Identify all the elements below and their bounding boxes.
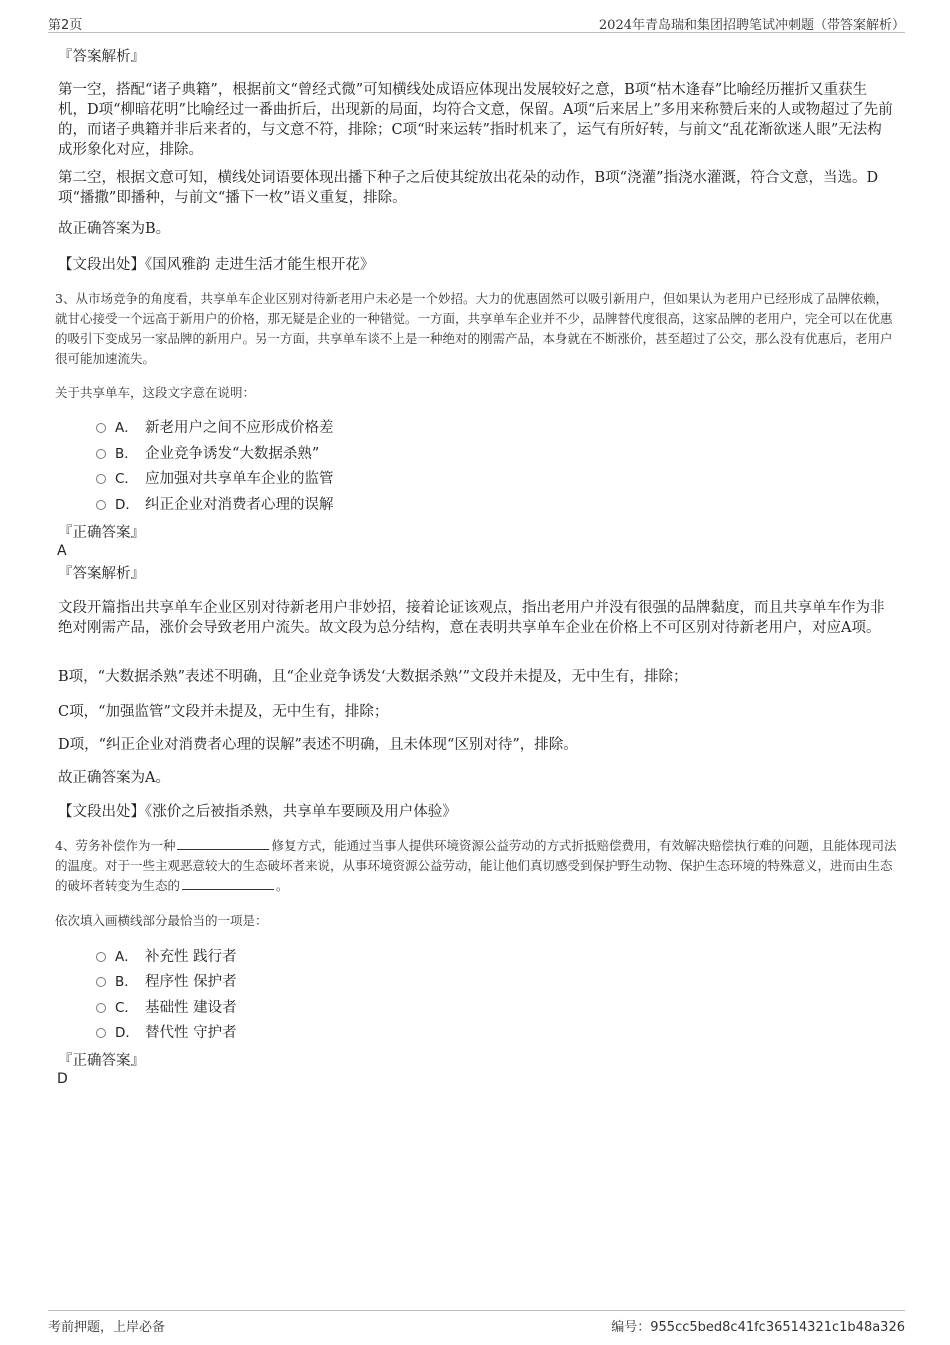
q3-source: 【文段出处】《涨价之后被指杀熟，共享单车要顾及用户体验》 — [58, 804, 457, 820]
q3-analysis-para-3: C项，“加强监管”文段并未提及，无中生有，排除； — [58, 704, 389, 720]
q2-source: 【文段出处】《国风雅韵 走进生活才能生根开花》 — [58, 257, 375, 273]
q2-conclusion: 故正确答案为B。 — [58, 221, 171, 237]
page-number: 第2页 — [48, 18, 83, 33]
q3-option-a[interactable]: A． 新老用户之间不应形成价格差 — [96, 418, 334, 438]
page-footer — [48, 1310, 905, 1335]
q3-option-d[interactable]: D． 纠正企业对消费者心理的误解 — [96, 495, 334, 515]
q3-option-b[interactable]: B． 企业竞争诱发“大数据杀熟” — [96, 444, 319, 464]
q3-conclusion: 故正确答案为A。 — [58, 770, 170, 786]
radio-button-icon[interactable] — [96, 952, 106, 962]
q4-answer: D — [57, 1071, 68, 1087]
q2-analysis-para-1: 第一空，搭配“诸子典籍”，根据前文“曾经式微”可知横线处成语应体现出发展较好之意，B项“枯木逢春”比喻经历摧折又重获生机，D项“柳暗花明”比喻经过一番曲折后，出现新的局面，均符合文意，保留。A项“后来居上”多用来称赞后来的人或物超过了先前的，而诸子典籍并非后来者的，与文意不符，排除；C项“时来运转”指时机来了，运气有所好转，与前文“乱花渐欲迷人眼”无法构成形象化对应，排除。 — [58, 82, 893, 158]
q2-analysis-label: 『答案解析』 — [58, 49, 145, 65]
radio-button-icon[interactable] — [96, 474, 106, 484]
q4-option-a[interactable]: A． 补充性 践行者 — [96, 947, 237, 967]
q3-answer: A — [57, 543, 67, 559]
q4-stem: 4、劳务补偿作为一种 修复方式，能通过当事人提供环境资源公益劳动的方式折抵赔偿费用，有效解决赔偿执行难的问题，且能体现司法的温度。对于一些主观恶意较大的生态破坏者来说，从事环境资源公益劳动，能让他们真切感受到保护野生动物、保护生态环境的特殊意义，进而由生态的破坏者转变为生态的 。 — [55, 838, 897, 893]
page-header — [48, 12, 905, 33]
q3-answer-label: 『正确答案』 — [58, 525, 145, 541]
q4-prompt: 依次填入画横线部分最恰当的一项是： — [55, 913, 268, 928]
q3-analysis-para-4: D项，“纠正企业对消费者心理的误解”表述不明确，且未体现“区别对待”，排除。 — [58, 737, 578, 753]
fill-blank-1 — [177, 837, 269, 850]
radio-button-icon[interactable] — [96, 1028, 106, 1038]
q3-option-c[interactable]: C． 应加强对共享单车企业的监管 — [96, 469, 334, 489]
radio-button-icon[interactable] — [96, 449, 106, 459]
radio-button-icon[interactable] — [96, 500, 106, 510]
document-title: 2024年青岛瑞和集团招聘笔试冲刺题（带答案解析） — [598, 18, 905, 33]
q3-analysis-label: 『答案解析』 — [58, 566, 145, 582]
q4-option-d[interactable]: D． 替代性 守护者 — [96, 1023, 237, 1043]
radio-button-icon[interactable] — [96, 423, 106, 433]
q4-answer-label: 『正确答案』 — [58, 1053, 145, 1069]
radio-button-icon[interactable] — [96, 977, 106, 987]
radio-button-icon[interactable] — [96, 1003, 106, 1013]
q4-option-c[interactable]: C． 基础性 建设者 — [96, 998, 237, 1018]
footer-slogan: 考前押题，上岸必备 — [48, 1320, 166, 1335]
q3-stem: 3、从市场竞争的角度看，共享单车企业区别对待新老用户未必是一个妙招。大力的优惠固然可以吸引新用户，但如果认为老用户已经形成了品牌依赖，就甘心接受一个远高于新用户的价格，那无疑是企业的一种错觉。一方面，共享单车企业并不少，品牌替代度很高，这家品牌的老用户，完全可以在优惠的吸引下变成另一家品牌的新用户。另一方面，共享单车谈不上是一种绝对的刚需产品，本身就在不断涨价，甚至超过了公交，那么没有优惠后，老用户很可能加速流失。 — [55, 291, 893, 366]
q3-analysis-para-2: B项，“大数据杀熟”表述不明确，且“企业竞争诱发‘大数据杀熟’”文段并未提及，无中生有，排除； — [58, 669, 688, 685]
q3-prompt: 关于共享单车，这段文字意在说明： — [55, 385, 256, 400]
q2-analysis-para-2: 第二空，根据文意可知，横线处词语要体现出播下种子之后使其绽放出花朵的动作，B项“浇灌”指浇水灌溉，符合文意，当选。D项“播撒”即播种，与前文“播下一枚”语义重复，排除。 — [58, 170, 879, 206]
fill-blank-2 — [182, 877, 274, 890]
q3-analysis-para-1: 文段开篇指出共享单车企业区别对待新老用户非妙招，接着论证该观点，指出老用户并没有很强的品牌黏度，而且共享单车作为非绝对刚需产品，涨价会导致老用户流失。故文段为总分结构，意在表明共享单车企业在价格上不可区别对待新老用户，对应A项。 — [58, 600, 885, 636]
document-code: 编号：955cc5bed8c41fc36514321c1b48a326 — [611, 1320, 905, 1335]
q4-option-b[interactable]: B． 程序性 保护者 — [96, 972, 237, 992]
